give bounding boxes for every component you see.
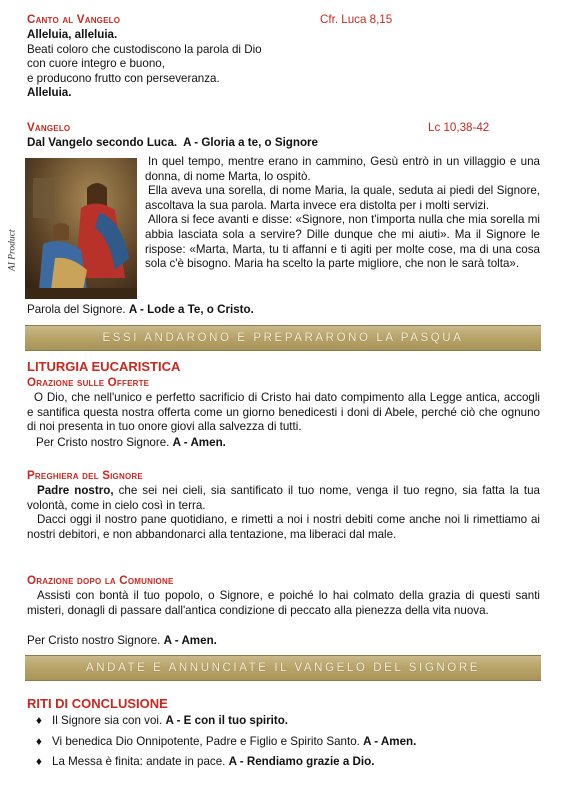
offerte-ending-text: Per Cristo nostro Signore. bbox=[36, 436, 170, 449]
canto-line: Alleluia. bbox=[27, 86, 72, 100]
preghiera-title: Preghiera del Signore bbox=[27, 469, 143, 482]
vangelo-intro-response: A - Gloria a te, o Signore bbox=[183, 136, 318, 149]
offerte-text: O Dio, che nell'unico e perfetto sacrificio di Cristo hai dato compimento alla Legge antica, accogli e santifica questa nostra offerta come un giorno benedicesti i doni di Abele, perché ciò che ognuno di noi presenta in tuo onore giovi alla salvezza di tutti. bbox=[27, 391, 540, 434]
vangelo-closing-text: Parola del Signore. bbox=[27, 303, 126, 316]
vangelo-closing bbox=[27, 303, 254, 318]
canto-line: con cuore integro e buono, bbox=[27, 57, 165, 71]
comunione-text: Assisti con bontà il tuo popolo, o Signore, e poiché lo hai colmato della grazia di questi santi misteri, donagli di passare dall'antica condizione di peccato alla pienezza della vita nuova. bbox=[27, 589, 540, 617]
section-banner: ESSI ANDARONO E PREPARARONO LA PASQUA bbox=[25, 325, 541, 351]
preghiera-incipit: Padre nostro, bbox=[37, 484, 114, 497]
list-item bbox=[36, 714, 536, 729]
comunione-ending bbox=[27, 634, 217, 649]
preghiera-paragraph: Dacci oggi il nostro pane quotidiano, e rimetti a noi i nostri debiti come anche noi li rimettiamo ai nostri debitori, e non abbandonarci alla tentazione, ma liberaci dal male. bbox=[27, 513, 540, 541]
vangelo-paragraph: In quel tempo, mentre erano in cammino, Gesù entrò in un villaggio e una donna, di nome Marta, lo ospitò. bbox=[145, 155, 540, 183]
image-caption bbox=[6, 210, 20, 290]
vangelo-reference: Lc 10,38-42 bbox=[428, 121, 490, 134]
canto-line: Beati coloro che custodiscono la parola di Dio bbox=[27, 42, 262, 56]
riti-item-celebrant: Vi benedica Dio Onnipotente, Padre e Figlio e Spirito Santo. bbox=[52, 734, 360, 748]
diamond-bullet-icon: ♦ bbox=[36, 734, 42, 748]
canto-title: Canto al Vangelo bbox=[27, 13, 121, 26]
riti-item-response: A - Amen. bbox=[363, 734, 417, 748]
preghiera-text bbox=[27, 484, 540, 542]
offerte-ending bbox=[36, 436, 226, 451]
preghiera-body: che sei nei cieli, sia santificato il tuo nome, venga il tuo regno, sia fatta la tua volontà, come in cielo così in terra. bbox=[27, 484, 540, 512]
riti-item-text bbox=[52, 755, 374, 770]
offerte-title: Orazione sulle Offerte bbox=[27, 376, 150, 389]
preghiera-paragraph bbox=[27, 484, 540, 513]
section-banner: ANDATE E ANNUNCIATE IL VANGELO DEL SIGNORE bbox=[25, 655, 541, 681]
vangelo-paragraph: Ella aveva una sorella, di nome Maria, la quale, seduta ai piedi del Signore, ascoltava la sua parola. Marta invece era distolta per i molti servizi. bbox=[145, 184, 540, 212]
vangelo-intro-source: Dal Vangelo secondo Luca. bbox=[27, 136, 178, 149]
comunione-title: Orazione dopo la Comunione bbox=[27, 574, 174, 587]
list-item bbox=[36, 755, 536, 770]
offerte-ending-response: A - Amen. bbox=[172, 436, 226, 449]
riti-list bbox=[36, 714, 536, 770]
riti-title: RITI DI CONCLUSIONE bbox=[27, 696, 168, 711]
diamond-bullet-icon: ♦ bbox=[36, 714, 42, 727]
vangelo-closing-response: A - Lode a Te, o Cristo. bbox=[128, 303, 254, 316]
vangelo-paragraph: Allora si fece avanti e disse: «Signore, non t'importa nulla che mia sorella mi abbia lasciata sola a servire? Dille dunque che mi aiuti». Ma il Signore le rispose: «Marta, Marta, tu ti affanni e ti agiti per molte cose, ma di una cosa sola c'è bisogno. Maria ha scelto la parte migliore, che non le sarà tolta». bbox=[145, 213, 540, 271]
riti-item-celebrant: La Messa è finita: andate in pace. bbox=[52, 755, 226, 769]
riti-item-text bbox=[52, 714, 288, 729]
image-caption-text: AI Product bbox=[7, 229, 18, 272]
list-item bbox=[36, 735, 536, 750]
canto-reference: Cfr. Luca 8,15 bbox=[320, 13, 393, 26]
vangelo-text bbox=[145, 155, 540, 272]
vangelo-title: Vangelo bbox=[27, 121, 71, 134]
riti-item-text bbox=[52, 735, 416, 750]
diamond-bullet-icon: ♦ bbox=[36, 755, 42, 769]
vangelo-intro bbox=[27, 136, 318, 151]
riti-item-response: A - Rendiamo grazie a Dio. bbox=[228, 755, 375, 769]
riti-item-celebrant: Il Signore sia con voi. bbox=[52, 714, 163, 727]
canto-text bbox=[27, 28, 527, 101]
liturgia-title: LITURGIA EUCARISTICA bbox=[27, 359, 181, 374]
riti-item-response: A - E con il tuo spirito. bbox=[165, 714, 289, 727]
comunione-ending-response: A - Amen. bbox=[163, 634, 217, 647]
canto-line: e producono frutto con perseveranza. bbox=[27, 71, 220, 85]
canto-line: Alleluia, alleluia. bbox=[27, 28, 118, 41]
comunione-ending-text: Per Cristo nostro Signore. bbox=[27, 634, 161, 647]
gospel-painting bbox=[25, 158, 137, 299]
